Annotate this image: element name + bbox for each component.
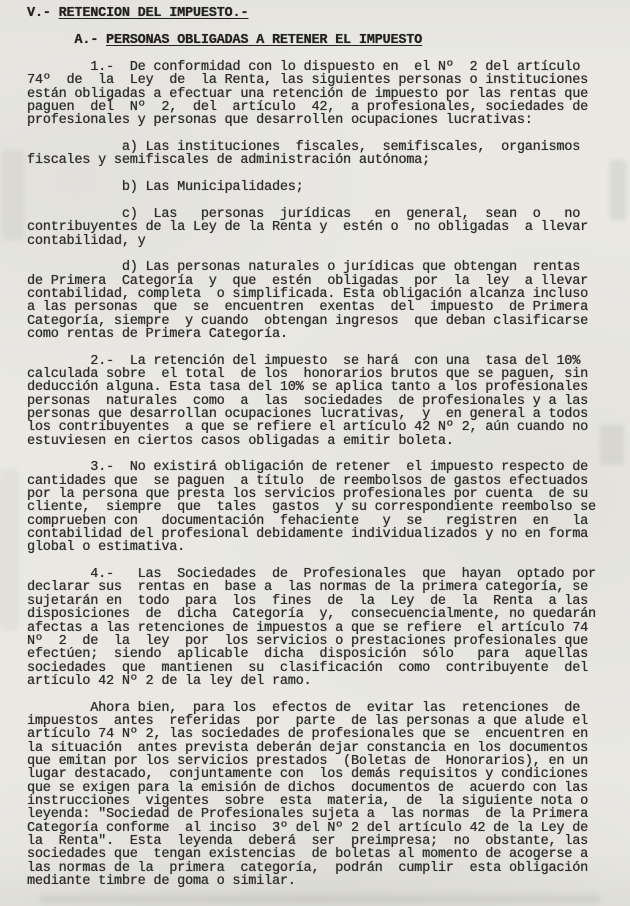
text-line: están obligadas a efectuar una retención de impuesto por las rentas que [27, 86, 588, 102]
text-line: comprueben con documentación fehaciente y se registren en la [27, 513, 588, 529]
text-line: las normas de la primera categoría, podrán cumplir esta obligación [27, 860, 588, 876]
document-subtitle [27, 34, 630, 47]
text-line: personas que desarrollan ocupaciones lucrativas, y en general a todos [27, 407, 588, 423]
paragraph [27, 141, 630, 168]
text-line: la situación antes prevista deberán dejar constancia en los documentos [27, 740, 588, 756]
text-line: sujetarán en todo para los fines de la Ley de la Renta a las [27, 593, 588, 609]
text-line: d) Las personas naturales o jurídicas que obtengan rentas [27, 260, 581, 276]
text-line: que se exigen para la emisión de dichos documentos de acuerdo con las [27, 780, 588, 796]
text-line: como rentas de Primera Categoría. [27, 326, 288, 342]
text-line: contabilidad, y [27, 233, 146, 249]
text-line: 2.- La retención del impuesto se hará con una tasa del 10% [27, 353, 581, 369]
text-line: cliente, siempre que tales gastos y su correspondiente reembolso se [27, 500, 596, 516]
document-title [27, 7, 630, 20]
text-line: paguen del Nº 2, del artículo 42, a profesionales, sociedades de [27, 100, 588, 116]
paragraph [27, 568, 630, 688]
paragraph [27, 61, 630, 128]
text-line: 3.- No existirá obligación de retener el impuesto respecto de [27, 460, 588, 476]
scan-smudge [2, 150, 24, 240]
text-line: Categoría conforme al inciso 3º del Nº 2 del artículo 42 de la Ley de [27, 820, 588, 836]
text-line: instrucciones vigentes sobre esta materia, de la siguiente nota o [27, 793, 588, 809]
scan-smudge [0, 470, 18, 630]
text-line: b) Las Municipalidades; [27, 180, 304, 196]
text-line: que emitan por los servicios prestados (Boletas de Honorarios), en un [27, 753, 588, 769]
text-line: estuviesen en ciertos casos obligadas a emitir boleta. [27, 433, 454, 449]
text-line: Ahora bien, para los efectos de evitar las retenciones de [27, 700, 581, 716]
paragraph [27, 181, 630, 194]
text-line: 4.- Las Sociedades de Profesionales que hayan optado por [27, 567, 596, 583]
subtitle-text: PERSONAS OBLIGADAS A RETENER EL IMPUESTO [106, 33, 423, 49]
paragraph [27, 208, 630, 248]
text-line: a) Las instituciones fiscales, semifiscales, organismos [27, 140, 581, 156]
text-line: sociedades que tengan existencias de boletas al momento de acogerse a [27, 847, 588, 863]
title-prefix: V.- [27, 6, 59, 21]
paragraph [27, 261, 630, 341]
text-line: Nº 2 de la ley por los servicios o prestaciones profesionales que [27, 633, 588, 649]
text-line: efectúen; siendo aplicable dicha disposición sólo para aquellas [27, 647, 588, 663]
text-line: afectas a las retenciones de impuestos a que se refiere el artículo 74 [27, 620, 588, 636]
text-line: a las personas que se encuentren exentas del impuesto de Primera [27, 300, 588, 316]
scan-smudge [40, 895, 600, 903]
text-line: lugar destacado, conjuntamente con los demás requisitos y condiciones [27, 767, 588, 783]
text-line: 1.- De conformidad con lo dispuesto en el Nº 2 del artículo [27, 60, 581, 76]
document-body [27, 61, 630, 888]
text-line: calculada sobre el total de los honorarios brutos que se paguen, sin [27, 366, 588, 382]
text-line: sociedades que mantienen su clasificación como contribuyente del [27, 660, 588, 676]
text-line: contabilidad, completa o simplificada. Esta obligación alcanza incluso [27, 286, 588, 302]
title-text: RETENCION DEL IMPUESTO.- [58, 6, 249, 21]
text-line: leyenda: "Sociedad de Profesionales sujeta a las normas de la Primera [27, 807, 588, 823]
text-line: de Primera Categoría y que estén obligadas por la ley a llevar [27, 273, 588, 289]
text-line: mediante timbre de goma o similar. [27, 874, 296, 890]
text-line: impuestos antes referidas por parte de las personas a que alude el [27, 713, 588, 729]
text-line: personas naturales como a las sociedades de profesionales y a las [27, 393, 588, 409]
text-line: cantidades que se paguen a título de reembolsos de gastos efectuados [27, 473, 588, 489]
paragraph [27, 355, 630, 448]
paragraph [27, 461, 630, 554]
text-line: deducción alguna. Esta tasa del 10% se aplica tanto a los profesionales [27, 380, 588, 396]
text-line: por la persona que presta los servicios profesionales por cuenta de su [27, 487, 588, 503]
text-line: los contribuyentes a que se refiere el artículo 42 Nº 2, aún cuando no [27, 420, 588, 436]
text-line: 74º de la Ley de la Renta, las siguientes personas o instituciones [27, 73, 588, 89]
text-line: profesionales y personas que desarrollen ocupaciones lucrativas: [27, 113, 533, 129]
subtitle-prefix: A.- [27, 33, 107, 49]
paragraph [27, 702, 630, 889]
text-line: disposiciones de dicha Categoría y, consecuencialmente, no quedarán [27, 607, 596, 623]
text-line: global o estimativa. [27, 540, 186, 556]
text-line: Categoría, siempre y cuando obtengan ingresos que deban clasificarse [27, 313, 588, 329]
text-line: declarar sus rentas en base a las normas de la primera categoría, se [27, 580, 588, 596]
text-line: contribuyentes de la Ley de la Renta y estén o no obligadas a llevar [27, 220, 588, 236]
text-line: contabilidad del profesional debidamente individualizados y no en forma [27, 527, 588, 543]
text-line: fiscales y semifiscales de administración autónoma; [27, 153, 430, 169]
text-line: la Renta". Esta leyenda deberá ser preimpresa; no obstante, las [27, 834, 588, 850]
text-line: c) Las personas jurídicas en general, sean o no [27, 206, 581, 222]
text-line: artículo 74 Nº 2, las sociedades de profesionales que se encuentren en [27, 727, 588, 743]
text-line: artículo 42 Nº 2 de la ley del ramo. [27, 673, 312, 689]
